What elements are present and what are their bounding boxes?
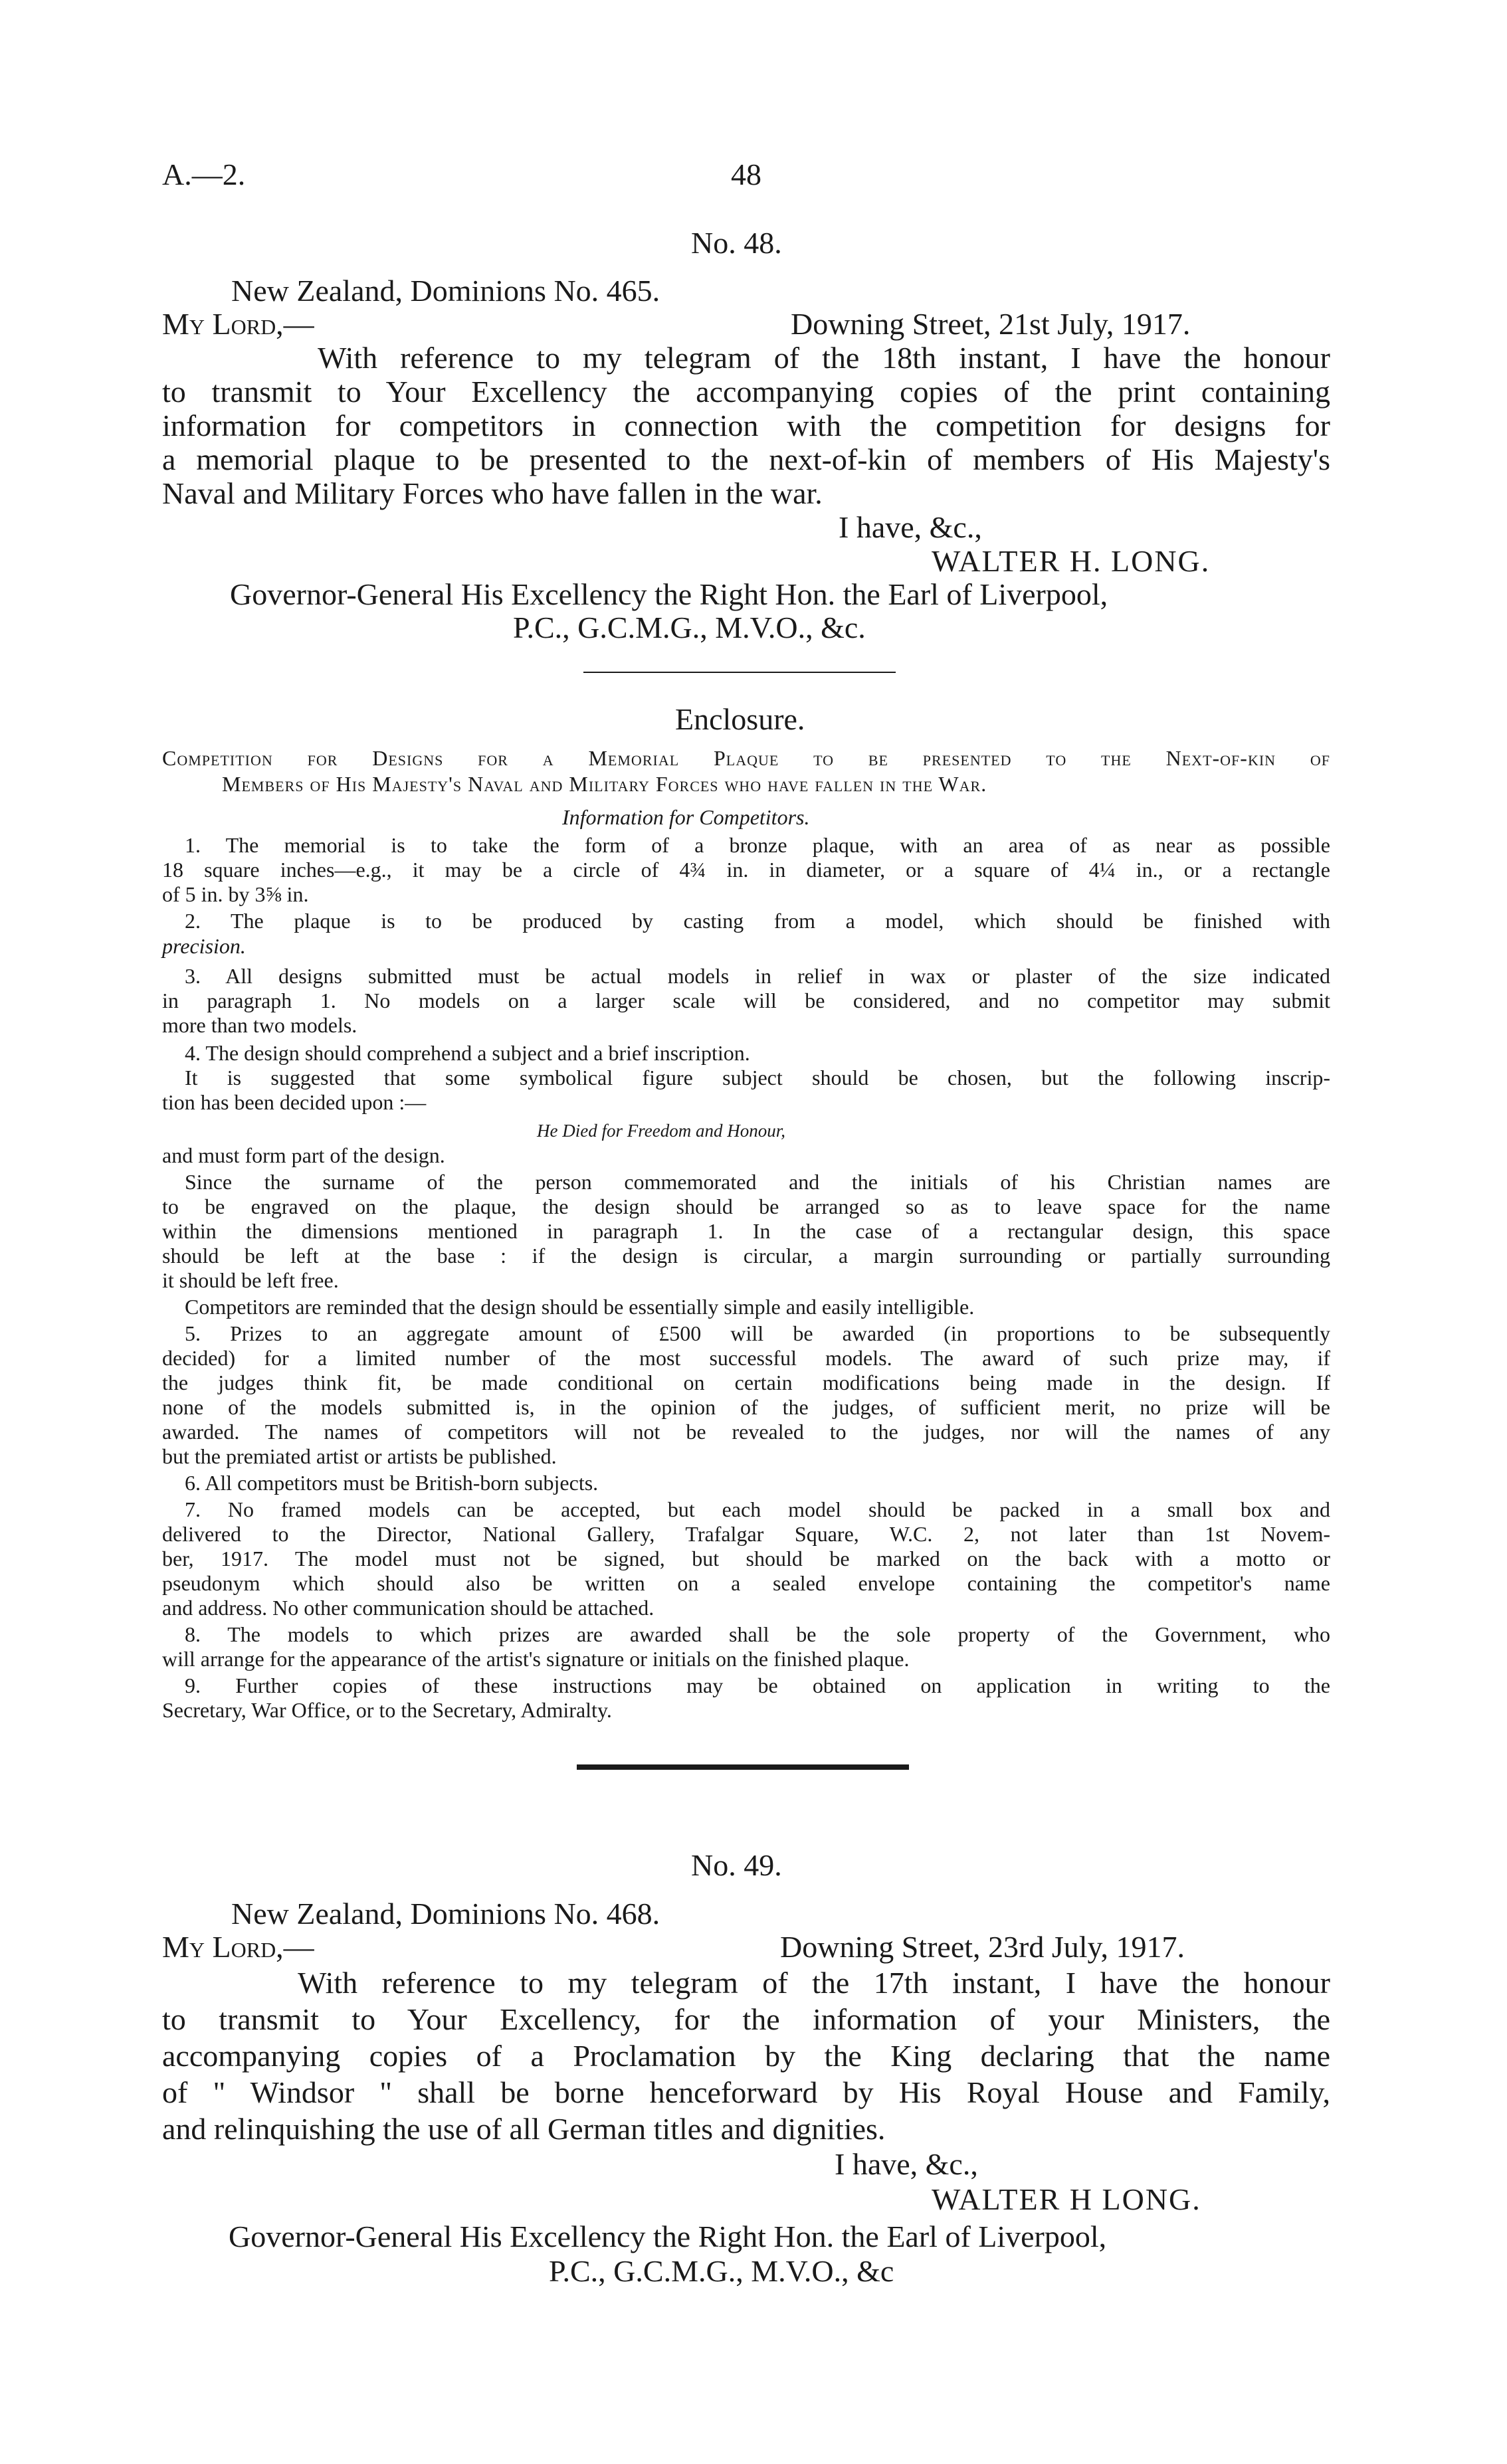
- dispatch-number: No. 49.: [691, 1848, 782, 1882]
- divider: [583, 672, 896, 673]
- place-date: Downing Street, 23rd July, 1917.: [780, 1930, 1185, 1964]
- closing: I have, &c.,: [839, 510, 982, 544]
- para-line: 6. All competitors must be British-born subjects.: [185, 1471, 599, 1495]
- body-line: With reference to my telegram of the 18th instant, I have the honour: [318, 341, 1330, 375]
- para-line: 18 square inches—e.g., it may be a circle of 4¾ in. in diameter, or a square of 4¼ in., or a rectangle: [162, 858, 1330, 882]
- para-line: 9. Further copies of these instructions may be obtained on application in writing to the: [185, 1673, 1330, 1697]
- para-line: Secretary, War Office, or to the Secretary, Admiralty.: [162, 1698, 612, 1722]
- closing: I have, &c.,: [835, 2147, 978, 2181]
- inscription: He Died for Freedom and Honour,: [537, 1121, 785, 1141]
- enclosure-heading: Enclosure.: [675, 702, 805, 736]
- addressee: Governor-General His Excellency the Right Hon. the Earl of Liverpool,: [230, 577, 1108, 611]
- para-line: 8. The models to which prizes are awarded shall be the sole property of the Government, who: [185, 1622, 1330, 1646]
- heavy-divider: [577, 1764, 909, 1770]
- body-line: to transmit to Your Excellency, for the information of your Ministers, the: [162, 2002, 1330, 2036]
- enclosure-title: Members of His Majesty's Naval and Military Forces who have fallen in the War.: [222, 772, 987, 796]
- addressee: P.C., G.C.M.G., M.V.O., &c.: [513, 611, 866, 644]
- para-line: and address. No other communication should be attached.: [162, 1596, 654, 1620]
- para-line: 2. The plaque is to be produced by casting from a model, which should be finished with: [185, 909, 1330, 933]
- salutation: My Lord,—: [162, 307, 314, 341]
- addressee: P.C., G.C.M.G., M.V.O., &c: [549, 2254, 894, 2288]
- enclosure-title: Competition for Designs for a Memorial Plaque to be presented to the Next-of-kin of: [162, 746, 1330, 770]
- addressee: Governor-General His Excellency the Right Hon. the Earl of Liverpool,: [229, 2220, 1107, 2253]
- para-line: decided) for a limited number of the most successful models. The award of such prize may, if: [162, 1346, 1330, 1370]
- para-line: 7. No framed models can be accepted, but each model should be packed in a small box and: [185, 1497, 1330, 1521]
- page-series: A.—2.: [162, 157, 246, 191]
- para-line: and must form part of the design.: [162, 1143, 445, 1167]
- para-line: but the premiated artist or artists be published.: [162, 1444, 557, 1468]
- body-line: and relinquishing the use of all German titles and dignities.: [162, 2112, 886, 2146]
- body-line: of " Windsor " shall be borne henceforward by His Royal House and Family,: [162, 2075, 1330, 2109]
- para-line: ber, 1917. The model must not be signed, but should be marked on the back with a motto or: [162, 1547, 1330, 1570]
- body-line: information for competitors in connection with the competition for designs for: [162, 409, 1330, 442]
- para-line: delivered to the Director, National Gallery, Trafalgar Square, W.C. 2, not later than 1st Novem-: [162, 1522, 1330, 1546]
- para-line: 5. Prizes to an aggregate amount of £500 will be awarded (in proportions to be subsequently: [185, 1321, 1330, 1345]
- para-line: Since the surname of the person commemorated and the initials of his Christian names are: [185, 1170, 1330, 1194]
- para-line: 1. The memorial is to take the form of a bronze plaque, with an area of as near as possible: [185, 833, 1330, 857]
- para-line: within the dimensions mentioned in paragraph 1. In the case of a rectangular design, this space: [162, 1219, 1330, 1243]
- signature: WALTER H. LONG.: [932, 544, 1211, 578]
- dispatch-number: No. 48.: [691, 226, 782, 260]
- para-line: 4. The design should comprehend a subject and a brief inscription.: [185, 1041, 750, 1065]
- para-line: pseudonym which should also be written on a sealed envelope containing the competitor's name: [162, 1571, 1330, 1595]
- para-line: to be engraved on the plaque, the design should be arranged so as to leave space for the name: [162, 1194, 1330, 1218]
- body-line: accompanying copies of a Proclamation by the King declaring that the name: [162, 2039, 1330, 2073]
- para-line: 3. All designs submitted must be actual models in relief in wax or plaster of the size indicated: [185, 964, 1330, 988]
- para-line: more than two models.: [162, 1013, 357, 1037]
- body-line: to transmit to Your Excellency the accompanying copies of the print containing: [162, 375, 1330, 409]
- enclosure-subtitle: Information for Competitors.: [562, 805, 810, 829]
- para-line: It is suggested that some symbolical figure subject should be chosen, but the following inscrip-: [185, 1066, 1330, 1090]
- para-line: precision.: [162, 934, 246, 958]
- para-line: Competitors are reminded that the design should be essentially simple and easily intelligible.: [185, 1295, 975, 1319]
- dispatch-reference: New Zealand, Dominions No. 468.: [231, 1897, 660, 1931]
- page-number: 48: [731, 157, 761, 191]
- para-line: in paragraph 1. No models on a larger scale will be considered, and no competitor may submit: [162, 989, 1330, 1012]
- para-line: it should be left free.: [162, 1268, 339, 1292]
- body-line: a memorial plaque to be presented to the next-of-kin of members of His Majesty's: [162, 442, 1330, 476]
- para-line: will arrange for the appearance of the artist's signature or initials on the finished plaque.: [162, 1647, 910, 1671]
- body-line: Naval and Military Forces who have fallen in the war.: [162, 476, 823, 510]
- body-line: With reference to my telegram of the 17th instant, I have the honour: [298, 1966, 1330, 2000]
- para-line: of 5 in. by 3⅝ in.: [162, 882, 309, 906]
- salutation: My Lord,—: [162, 1930, 314, 1964]
- para-line: should be left at the base : if the design is circular, a margin surrounding or partially surrounding: [162, 1244, 1330, 1268]
- para-line: the judges think fit, be made conditional on certain modifications being made in the design. If: [162, 1371, 1330, 1394]
- place-date: Downing Street, 21st July, 1917.: [791, 307, 1191, 341]
- dispatch-reference: New Zealand, Dominions No. 465.: [231, 274, 660, 308]
- para-line: tion has been decided upon :—: [162, 1090, 427, 1114]
- para-line: awarded. The names of competitors will not be revealed to the judges, nor will the names of any: [162, 1420, 1330, 1444]
- signature: WALTER H LONG.: [932, 2182, 1201, 2216]
- para-line: none of the models submitted is, in the opinion of the judges, of sufficient merit, no prize will be: [162, 1395, 1330, 1419]
